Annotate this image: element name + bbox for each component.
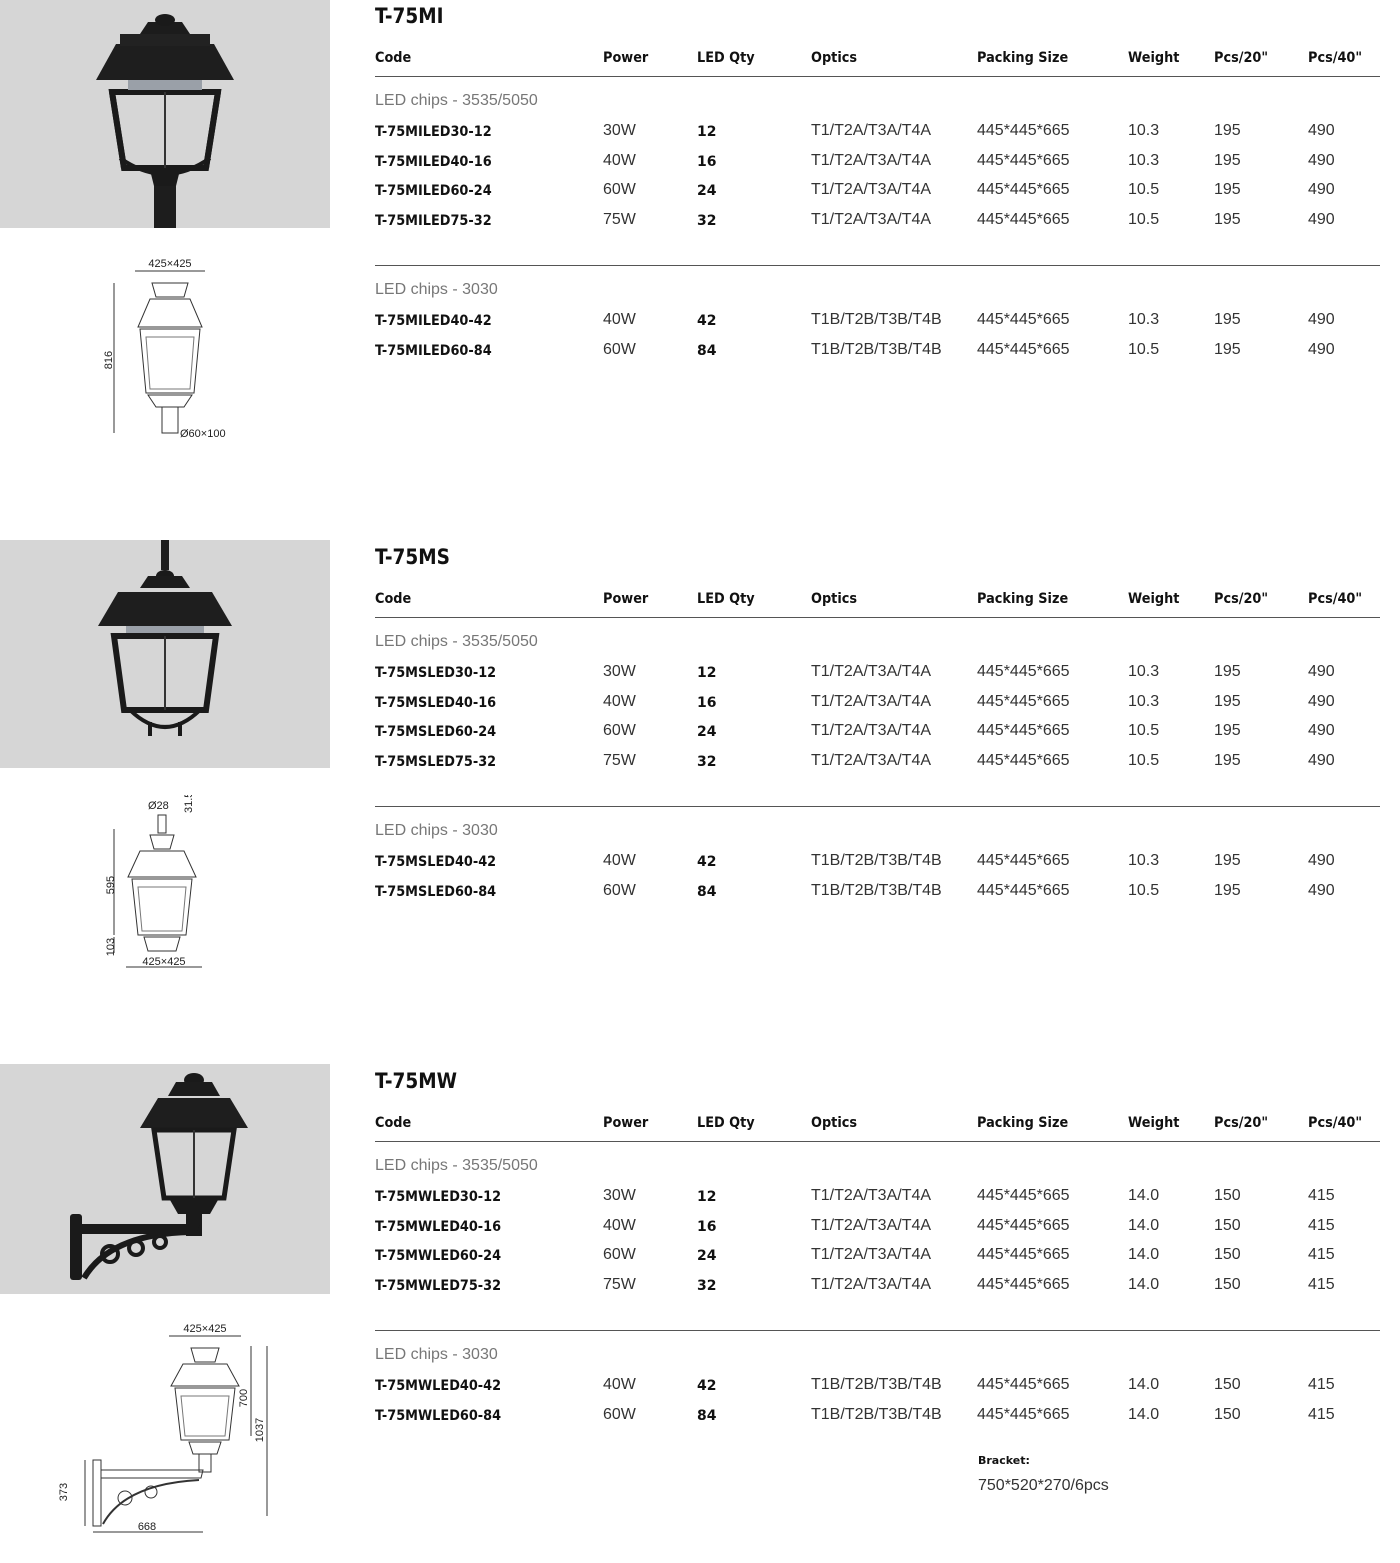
- product-code: T-75MWLED60-24: [375, 1248, 502, 1265]
- table-cell: T1B/T2B/T3B/T4B: [811, 851, 942, 869]
- table-cell: 490: [1308, 310, 1335, 328]
- table-cell: 195: [1214, 851, 1241, 869]
- divider: [375, 76, 1380, 77]
- table-cell: 445*445*665: [977, 662, 1070, 680]
- column-header: LED Qty: [697, 1115, 755, 1131]
- product-code: T-75MSLED60-84: [375, 883, 497, 900]
- table-cell: 445*445*665: [977, 340, 1070, 358]
- column-header: Power: [603, 1115, 649, 1131]
- table-cell: 30W: [603, 121, 636, 139]
- chip-group-label: LED chips - 3535/5050: [375, 92, 538, 109]
- table-cell: 415: [1308, 1405, 1335, 1423]
- table-cell: 75W: [603, 752, 636, 770]
- table-cell: 12: [697, 1188, 717, 1205]
- dim-total-height: 1037: [254, 1417, 266, 1443]
- table-cell: 490: [1308, 181, 1335, 199]
- table-cell: 490: [1308, 211, 1335, 229]
- product-code: T-75MWLED60-84: [375, 1407, 502, 1424]
- column-header: Packing Size: [977, 50, 1069, 66]
- product-code: T-75MWLED30-12: [375, 1188, 502, 1205]
- table-cell: T1/T2A/T3A/T4A: [811, 121, 932, 139]
- table-cell: 445*445*665: [977, 1216, 1070, 1234]
- dim-stem: Ø28: [148, 800, 169, 812]
- table-cell: T1/T2A/T3A/T4A: [811, 151, 932, 169]
- lantern-post-top-image: [0, 0, 330, 228]
- column-header: Packing Size: [977, 591, 1069, 607]
- table-cell: T1B/T2B/T3B/T4B: [811, 340, 942, 358]
- column-header: Power: [603, 50, 649, 66]
- table-cell: 195: [1214, 722, 1241, 740]
- model-title: T-75MI: [375, 4, 444, 28]
- column-header: Power: [603, 591, 649, 607]
- table-cell: 60W: [603, 1246, 636, 1264]
- table-cell: 445*445*665: [977, 121, 1070, 139]
- table-cell: 40W: [603, 1375, 636, 1393]
- table-cell: T1/T2A/T3A/T4A: [811, 692, 932, 710]
- table-cell: 40W: [603, 1216, 636, 1234]
- table-cell: 445*445*665: [977, 1276, 1070, 1294]
- divider: [375, 1330, 1380, 1331]
- product-code: T-75MSLED60-24: [375, 724, 497, 741]
- table-cell: 445*445*665: [977, 692, 1070, 710]
- table-cell: 490: [1308, 121, 1335, 139]
- table-cell: 445*445*665: [977, 1246, 1070, 1264]
- table-cell: 150: [1214, 1276, 1241, 1294]
- dim-height: 816: [103, 350, 115, 370]
- table-cell: 32: [697, 754, 717, 771]
- table-cell: 14.0: [1128, 1276, 1160, 1294]
- table-cell: T1/T2A/T3A/T4A: [811, 752, 932, 770]
- table-cell: T1/T2A/T3A/T4A: [811, 662, 932, 680]
- table-cell: 60W: [603, 1405, 636, 1423]
- table-cell: 10.3: [1128, 151, 1160, 169]
- table-cell: 445*445*665: [977, 752, 1070, 770]
- table-cell: 40W: [603, 692, 636, 710]
- table-cell: 40W: [603, 851, 636, 869]
- table-cell: 75W: [603, 211, 636, 229]
- table-cell: T1/T2A/T3A/T4A: [811, 181, 932, 199]
- table-cell: 10.3: [1128, 121, 1160, 139]
- chip-group-label: LED chips - 3535/5050: [375, 633, 538, 650]
- table-cell: 415: [1308, 1186, 1335, 1204]
- section-t75mw: [375, 1065, 1380, 1515]
- table-cell: 10.5: [1128, 722, 1160, 740]
- table-cell: 30W: [603, 1186, 636, 1204]
- product-photo-t75mi: [0, 0, 330, 228]
- table-cell: 14.0: [1128, 1405, 1160, 1423]
- table-cell: 490: [1308, 340, 1335, 358]
- column-header: Weight: [1128, 1115, 1180, 1131]
- table-cell: 415: [1308, 1276, 1335, 1294]
- product-code: T-75MILED40-16: [375, 153, 492, 170]
- lantern-pendant-image: [0, 540, 330, 768]
- dim-pipe: Ø60×100: [180, 428, 226, 440]
- table-cell: 445*445*665: [977, 881, 1070, 899]
- chip-group-label: LED chips - 3030: [375, 1346, 498, 1363]
- product-code: T-75MILED60-84: [375, 342, 492, 359]
- dim-width: 425×425: [142, 956, 186, 968]
- column-header: Pcs/40": [1308, 50, 1363, 66]
- lantern-pendant-drawing: [100, 795, 240, 975]
- table-cell: 150: [1214, 1375, 1241, 1393]
- table-cell: 195: [1214, 752, 1241, 770]
- table-cell: 32: [697, 213, 717, 230]
- table-cell: 60W: [603, 340, 636, 358]
- table-cell: 195: [1214, 692, 1241, 710]
- table-cell: 10.5: [1128, 340, 1160, 358]
- table-cell: 10.3: [1128, 310, 1160, 328]
- dim-width: 425×425: [183, 1323, 227, 1335]
- table-cell: 60W: [603, 722, 636, 740]
- table-cell: 42: [697, 312, 717, 329]
- column-header: Pcs/40": [1308, 1115, 1363, 1131]
- table-cell: 24: [697, 724, 717, 741]
- column-header: LED Qty: [697, 50, 755, 66]
- table-cell: 490: [1308, 662, 1335, 680]
- table-cell: 60W: [603, 881, 636, 899]
- table-cell: 32: [697, 1278, 717, 1295]
- table-cell: 40W: [603, 151, 636, 169]
- divider: [375, 806, 1380, 807]
- column-header: Weight: [1128, 50, 1180, 66]
- table-cell: 445*445*665: [977, 1405, 1070, 1423]
- table-cell: 16: [697, 153, 717, 170]
- dimension-drawing-t75ms: [100, 795, 240, 980]
- dim-bracket-height: 373: [58, 1482, 70, 1502]
- table-cell: 10.5: [1128, 181, 1160, 199]
- table-cell: 445*445*665: [977, 181, 1070, 199]
- table-cell: 150: [1214, 1186, 1241, 1204]
- table-cell: 490: [1308, 851, 1335, 869]
- column-header: Packing Size: [977, 1115, 1069, 1131]
- table-cell: 16: [697, 1218, 717, 1235]
- table-cell: 24: [697, 1248, 717, 1265]
- table-cell: 10.5: [1128, 881, 1160, 899]
- table-cell: 10.3: [1128, 692, 1160, 710]
- column-header: Code: [375, 50, 412, 66]
- table-cell: 14.0: [1128, 1216, 1160, 1234]
- table-cell: 445*445*665: [977, 151, 1070, 169]
- product-code: T-75MILED40-42: [375, 312, 492, 329]
- product-code: T-75MILED30-12: [375, 123, 492, 140]
- bracket-label: Bracket:: [978, 1454, 1030, 1467]
- table-cell: 10.3: [1128, 662, 1160, 680]
- table-cell: 75W: [603, 1276, 636, 1294]
- column-header: Optics: [811, 50, 858, 66]
- table-cell: 195: [1214, 340, 1241, 358]
- table-cell: 84: [697, 342, 717, 359]
- table-cell: 150: [1214, 1405, 1241, 1423]
- table-cell: T1B/T2B/T3B/T4B: [811, 1375, 942, 1393]
- column-header: Code: [375, 1115, 412, 1131]
- product-code: T-75MSLED40-42: [375, 853, 497, 870]
- chip-group-label: LED chips - 3030: [375, 281, 498, 298]
- product-code: T-75MSLED75-32: [375, 754, 497, 771]
- table-cell: 60W: [603, 181, 636, 199]
- table-cell: T1/T2A/T3A/T4A: [811, 1216, 932, 1234]
- table-cell: 490: [1308, 722, 1335, 740]
- divider: [375, 1141, 1380, 1142]
- table-cell: 490: [1308, 752, 1335, 770]
- lantern-wall-image: [0, 1064, 330, 1294]
- column-header: Pcs/20": [1214, 50, 1269, 66]
- product-code: T-75MILED75-32: [375, 213, 492, 230]
- model-title: T-75MW: [375, 1069, 458, 1093]
- table-cell: 10.5: [1128, 211, 1160, 229]
- product-code: T-75MWLED40-16: [375, 1218, 502, 1235]
- product-code: T-75MILED60-24: [375, 183, 492, 200]
- table-cell: 40W: [603, 310, 636, 328]
- column-header: Optics: [811, 1115, 858, 1131]
- table-cell: 445*445*665: [977, 1375, 1070, 1393]
- table-cell: T1/T2A/T3A/T4A: [811, 1246, 932, 1264]
- column-header: Weight: [1128, 591, 1180, 607]
- table-cell: 415: [1308, 1375, 1335, 1393]
- table-cell: 195: [1214, 310, 1241, 328]
- column-header: Code: [375, 591, 412, 607]
- table-cell: 84: [697, 1407, 717, 1424]
- product-code: T-75MWLED40-42: [375, 1377, 502, 1394]
- table-cell: 12: [697, 664, 717, 681]
- table-cell: T1/T2A/T3A/T4A: [811, 1186, 932, 1204]
- column-header: Optics: [811, 591, 858, 607]
- table-cell: 24: [697, 183, 717, 200]
- table-cell: 195: [1214, 211, 1241, 229]
- table-cell: T1/T2A/T3A/T4A: [811, 722, 932, 740]
- table-cell: 490: [1308, 881, 1335, 899]
- table-cell: 445*445*665: [977, 722, 1070, 740]
- table-cell: 195: [1214, 881, 1241, 899]
- dim-width: 425×425: [148, 258, 192, 270]
- table-cell: 10.5: [1128, 752, 1160, 770]
- section-t75ms: [375, 541, 1380, 921]
- column-header: Pcs/20": [1214, 591, 1269, 607]
- table-cell: 84: [697, 883, 717, 900]
- table-cell: 195: [1214, 121, 1241, 139]
- table-cell: 14.0: [1128, 1375, 1160, 1393]
- table-cell: 150: [1214, 1216, 1241, 1234]
- table-cell: 42: [697, 1377, 717, 1394]
- table-cell: 415: [1308, 1246, 1335, 1264]
- chip-group-label: LED chips - 3030: [375, 822, 498, 839]
- table-cell: 14.0: [1128, 1186, 1160, 1204]
- product-code: T-75MSLED30-12: [375, 664, 497, 681]
- table-cell: 12: [697, 123, 717, 140]
- table-cell: 14.0: [1128, 1246, 1160, 1264]
- table-cell: 30W: [603, 662, 636, 680]
- table-cell: 195: [1214, 662, 1241, 680]
- column-header: Pcs/20": [1214, 1115, 1269, 1131]
- table-cell: T1B/T2B/T3B/T4B: [811, 881, 942, 899]
- table-cell: 445*445*665: [977, 1186, 1070, 1204]
- lantern-post-top-drawing: [100, 255, 240, 455]
- table-cell: T1B/T2B/T3B/T4B: [811, 310, 942, 328]
- table-cell: 42: [697, 853, 717, 870]
- dim-projection: 668: [137, 1521, 157, 1533]
- product-code: T-75MWLED75-32: [375, 1278, 502, 1295]
- model-title: T-75MS: [375, 545, 450, 569]
- dimension-drawing-t75mw: [55, 1320, 285, 1545]
- product-photo-t75mw: [0, 1064, 330, 1294]
- table-cell: 445*445*665: [977, 851, 1070, 869]
- section-t75mi: [375, 0, 1380, 380]
- dimension-drawing-t75mi: [100, 255, 240, 460]
- table-cell: 445*445*665: [977, 310, 1070, 328]
- table-cell: T1B/T2B/T3B/T4B: [811, 1405, 942, 1423]
- table-cell: 10.3: [1128, 851, 1160, 869]
- table-cell: 445*445*665: [977, 211, 1070, 229]
- divider: [375, 617, 1380, 618]
- table-cell: 150: [1214, 1246, 1241, 1264]
- table-cell: T1/T2A/T3A/T4A: [811, 211, 932, 229]
- table-cell: 195: [1214, 151, 1241, 169]
- product-code: T-75MSLED40-16: [375, 694, 497, 711]
- dim-height: 595: [105, 875, 117, 895]
- table-cell: 415: [1308, 1216, 1335, 1234]
- dim-lantern-height: 700: [238, 1388, 250, 1408]
- dim-top: 31.5: [183, 795, 195, 813]
- table-cell: T1/T2A/T3A/T4A: [811, 1276, 932, 1294]
- bracket-value: 750*520*270/6pcs: [978, 1477, 1109, 1494]
- chip-group-label: LED chips - 3535/5050: [375, 1157, 538, 1174]
- table-cell: 195: [1214, 181, 1241, 199]
- dim-bottom: 103: [105, 937, 117, 957]
- product-photo-t75ms: [0, 540, 330, 768]
- column-header: LED Qty: [697, 591, 755, 607]
- lantern-wall-drawing: [55, 1320, 285, 1540]
- table-cell: 490: [1308, 151, 1335, 169]
- column-header: Pcs/40": [1308, 591, 1363, 607]
- table-cell: 16: [697, 694, 717, 711]
- table-cell: 490: [1308, 692, 1335, 710]
- divider: [375, 265, 1380, 266]
